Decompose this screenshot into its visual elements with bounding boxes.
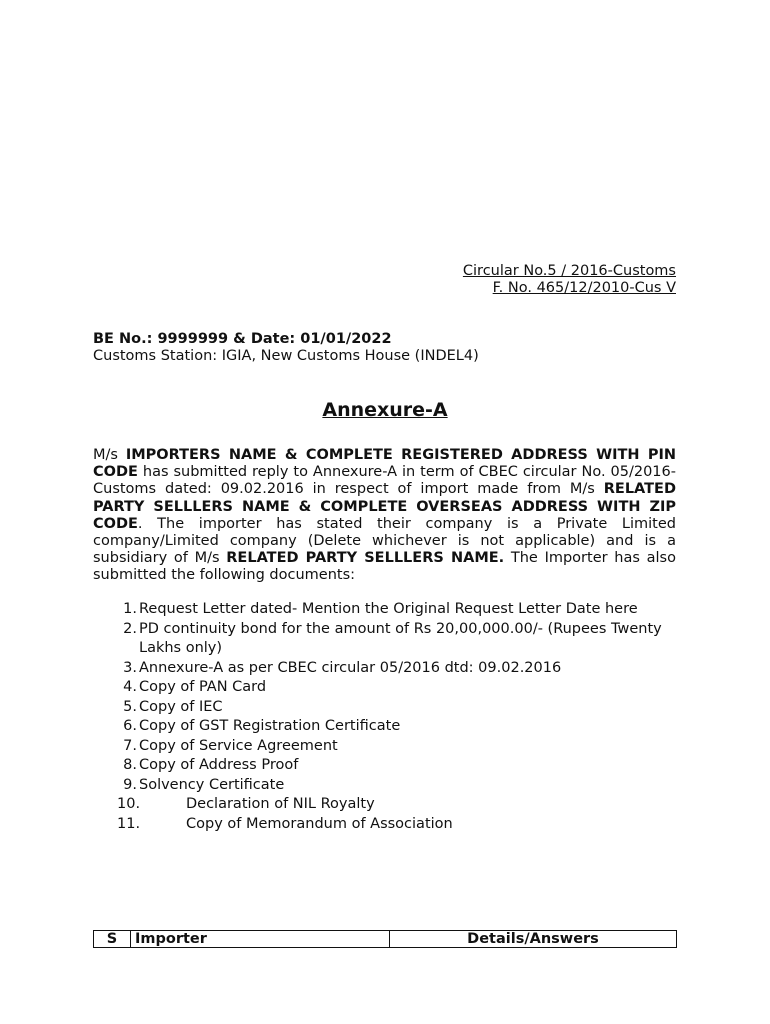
list-item-text: Copy of PAN Card [139, 679, 267, 695]
list-item-text: Copy of IEC [139, 698, 223, 715]
list-item-number: 2. [123, 620, 137, 637]
list-item-text: Copy of Memorandum of Association [186, 815, 453, 832]
list-item-number: 6. [123, 718, 137, 734]
list-item-number: 8. [123, 757, 137, 773]
list-item [93, 756, 683, 776]
file-reference: F. No. 465/12/2010-Cus V [492, 280, 676, 296]
list-item [93, 659, 683, 679]
body-text: . The importer has stated their company is a Private Limited company/Limited company (Delete whichever is not applicable) and is a subsidiary of M/s [93, 515, 676, 567]
bill-of-entry-line: BE No.: 9999999 & Date: 01/01/2022 [93, 331, 392, 347]
list-item-number: 10. [117, 796, 141, 812]
list-item-number: 1. [123, 601, 137, 617]
list-item-text: Request Letter dated- Mention the Original Request Letter Date here [139, 601, 638, 617]
list-item [93, 795, 683, 815]
list-item [93, 698, 683, 718]
list-item [93, 717, 683, 737]
seller-address-placeholder: RELATED PARTY SELLLERS NAME & COMPLETE OVERSEAS ADDRESS WITH ZIP CODE [93, 481, 676, 532]
list-item [93, 678, 683, 698]
list-item-number: 7. [123, 737, 137, 754]
list-item-text: Solvency Certificate [139, 776, 285, 793]
list-item [93, 600, 683, 620]
list-item-text: Declaration of NIL Royalty [186, 796, 375, 812]
body-text: M/s [93, 447, 126, 463]
body-paragraph [93, 447, 676, 585]
list-item-text: PD continuity bond for the amount of Rs 20,00,000.00/- (Rupees Twenty Lakhs only) [139, 620, 662, 656]
list-item [93, 737, 683, 757]
list-item [93, 776, 683, 796]
list-item-number: 3. [123, 659, 137, 676]
list-item-number: 11. [117, 815, 141, 832]
body-text: The Importer has also submitted the following documents: [93, 550, 676, 584]
list-item-text: Copy of GST Registration Certificate [139, 718, 401, 734]
table-header-importer: Importer [131, 931, 390, 948]
list-item-number: 4. [123, 679, 137, 695]
list-item-text: Annexure-A as per CBEC circular 05/2016 dtd: 09.02.2016 [139, 659, 562, 676]
documents-list [93, 600, 683, 834]
list-item-text: Copy of Service Agreement [139, 737, 338, 754]
body-text: has submitted reply to Annexure-A in term of CBEC circular No. 05/2016- Customs dated: 09.02.2016 in respect of import made from M/s [93, 464, 676, 498]
seller-name-placeholder: RELATED PARTY SELLLERS NAME. [226, 550, 505, 567]
table-header-serial: S [94, 931, 131, 948]
table-header-row [94, 931, 677, 948]
details-table [93, 930, 677, 948]
list-item-number: 5. [123, 698, 137, 715]
list-item-text: Copy of Address Proof [139, 757, 299, 773]
importer-name-placeholder: IMPORTERS NAME & COMPLETE REGISTERED ADDRESS WITH PIN CODE [93, 447, 677, 481]
circular-reference: Circular No.5 / 2016-Customs [462, 263, 676, 279]
list-item-number: 9. [123, 776, 137, 793]
customs-station-line: Customs Station: IGIA, New Customs House (INDEL4) [93, 348, 479, 364]
table-header-details: Details/Answers [390, 931, 677, 948]
list-item [93, 815, 683, 835]
list-item [93, 620, 683, 659]
page-title: Annexure-A [322, 399, 448, 421]
